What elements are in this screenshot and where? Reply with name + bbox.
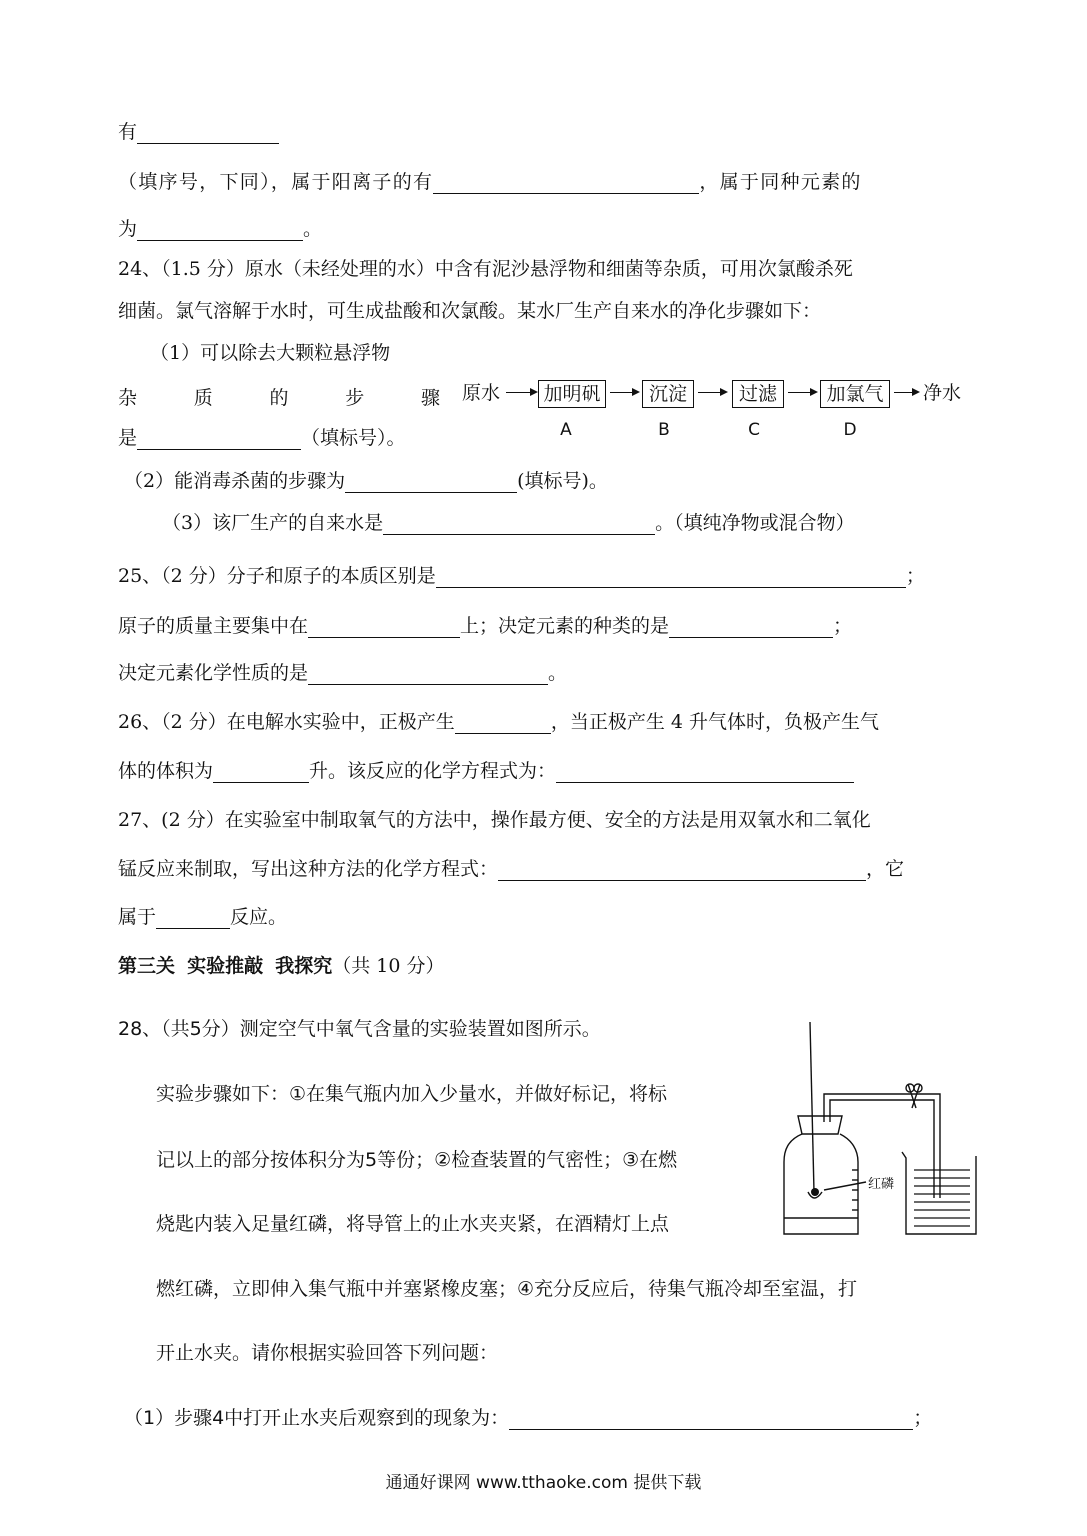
section-3-heading: [118, 954, 445, 978]
answer-blank[interactable]: [213, 762, 309, 783]
text: 26、（2 分）在电解水实验中，正极产生: [118, 711, 455, 733]
section-score: （共 10 分）: [332, 955, 445, 977]
q24-line-7: [162, 511, 855, 535]
arrow-icon: [610, 392, 638, 393]
text: ，当正极产生 4 升气体时，负极产生气: [550, 711, 879, 733]
answer-blank[interactable]: [308, 664, 548, 685]
section-title: 我探究: [275, 955, 333, 977]
text: 。（填纯净物或混合物）: [655, 512, 855, 534]
text: （3）该厂生产的自来水是: [162, 512, 384, 534]
q28-line-5: [156, 1277, 857, 1301]
arrow-icon: [788, 392, 816, 393]
text: 是: [118, 427, 138, 449]
q26-line-2: [118, 759, 854, 783]
flow-label-d: D: [843, 420, 857, 440]
line-2: [118, 170, 862, 194]
answer-blank[interactable]: [509, 1409, 913, 1430]
text: （填序号，下同），属于阳离子的有: [118, 171, 434, 193]
section-title: 实验推敲: [187, 955, 264, 977]
text: 烧匙内装入足量红磷，将导管上的止水夹夹紧，在酒精灯上点: [156, 1213, 670, 1235]
arrow-icon: [894, 392, 918, 393]
text: 为: [118, 218, 138, 240]
text: （1）步骤4中打开止水夹后观察到的现象为：: [124, 1407, 510, 1429]
q25-line-2: [118, 614, 852, 638]
text: 记以上的部分按体积分为5等份；②检查装置的气密性；③在燃: [156, 1149, 678, 1171]
text: 细菌。氯气溶解于水时，可生成盐酸和次氯酸。某水厂生产自来水的净化步骤如下：: [118, 300, 822, 322]
line-1: [118, 120, 279, 144]
text: ，属于同种元素的: [699, 171, 862, 193]
text: ；: [913, 1407, 933, 1429]
answer-blank[interactable]: [137, 429, 301, 450]
char: 杂: [118, 387, 138, 409]
arrow-icon: [698, 392, 726, 393]
flow-step-a: 加明矾: [538, 380, 606, 408]
q24-line-2: [118, 299, 821, 323]
text: （2）能消毒杀菌的步骤为: [124, 470, 346, 492]
q28-line-6: [156, 1341, 498, 1365]
q24-line-6: [124, 469, 608, 493]
text: （1）可以除去大颗粒悬浮物: [150, 342, 391, 364]
red-phosphorus-label: 红磷: [868, 1177, 895, 1192]
q28-line-3: [156, 1148, 677, 1172]
text: ；: [905, 565, 925, 587]
char: 质: [193, 387, 213, 409]
answer-blank[interactable]: [137, 220, 303, 241]
text: 27、(2 分）在实验室中制取氧气的方法中，操作最方便、安全的方法是用双氧水和二氧化: [118, 809, 871, 831]
char: 骤: [420, 387, 440, 409]
section-title: 第三关: [118, 955, 176, 977]
text: (填标号)。: [517, 470, 608, 492]
rubber-stopper: [798, 1116, 842, 1134]
text: （填标号）。: [301, 427, 406, 449]
q27-line-1: [118, 808, 871, 832]
answer-blank[interactable]: [669, 617, 833, 638]
text: 体的体积为: [118, 760, 214, 782]
q28-line-4: [156, 1212, 669, 1236]
answer-blank[interactable]: [383, 514, 655, 535]
line-3: [118, 217, 322, 241]
text: 开止水夹。请你根据实验回答下列问题：: [156, 1342, 499, 1364]
answer-blank[interactable]: [156, 908, 230, 929]
q24-line-5: [118, 426, 406, 450]
answer-blank[interactable]: [455, 713, 551, 734]
q28-line-1: [118, 1017, 601, 1041]
flow-start: 原水: [461, 382, 500, 404]
flow-step-b: 沉淀: [642, 380, 694, 408]
text: 有: [118, 121, 138, 143]
text: 属于: [118, 906, 157, 928]
flow-step-c: 过滤: [732, 380, 784, 408]
answer-blank[interactable]: [308, 617, 460, 638]
flow-end: 净水: [922, 382, 961, 404]
text: ，它: [866, 858, 905, 880]
answer-blank[interactable]: [345, 472, 517, 493]
char: 步: [345, 387, 365, 409]
beaker: [902, 1152, 976, 1234]
gas-bottle: [784, 1134, 858, 1234]
purification-flow-diagram: [460, 378, 970, 438]
text: 上；决定元素的种类的是: [460, 615, 670, 637]
q28-line-7: [124, 1406, 932, 1430]
text: 。: [548, 662, 568, 684]
spoon-rod: [810, 1022, 814, 1192]
oxygen-measurement-apparatus: [780, 1022, 980, 1244]
text: 升。该反应的化学方程式为：: [309, 760, 557, 782]
q24-line-3: [150, 341, 390, 365]
q27-line-2: [118, 857, 904, 881]
flow-step-d: 加氯气: [820, 380, 890, 408]
q24-line-1: [118, 257, 853, 281]
page-footer: 通通好课网 www.tthaoke.com 提供下载: [385, 1473, 702, 1493]
text: 25、（2 分）分子和原子的本质区别是: [118, 565, 436, 587]
answer-blank[interactable]: [436, 567, 906, 588]
answer-blank[interactable]: [433, 173, 699, 194]
answer-blank[interactable]: [137, 123, 279, 144]
flow-label-a: A: [560, 420, 572, 440]
q27-line-3: [118, 905, 287, 929]
arrow-icon: [506, 392, 536, 393]
char: 的: [269, 387, 289, 409]
text: 。: [303, 218, 323, 240]
text: 实验步骤如下：①在集气瓶内加入少量水，并做好标记，将标: [156, 1083, 668, 1105]
answer-blank[interactable]: [556, 762, 854, 783]
text: 燃红磷，立即伸入集气瓶中并塞紧橡皮塞；④充分反应后，待集气瓶冷却至室温，打: [156, 1278, 858, 1300]
text: 24、（1.5 分）原水（未经处理的水）中含有泥沙悬浮物和细菌等杂质，可用次氯酸杀死: [118, 258, 853, 280]
q25-line-1: [118, 564, 925, 588]
q28-line-2: [156, 1082, 667, 1106]
flow-label-b: B: [658, 420, 670, 440]
text: ；: [833, 615, 853, 637]
q25-line-3: [118, 661, 567, 685]
text: 28、（共5分）测定空气中氧气含量的实验装置如图所示。: [118, 1018, 601, 1040]
q26-line-1: [118, 710, 879, 734]
answer-blank[interactable]: [498, 860, 866, 881]
text: 原子的质量主要集中在: [118, 615, 309, 637]
water-clamp-icon: [906, 1084, 922, 1108]
flow-label-c: C: [748, 420, 760, 440]
text: 锰反应来制取，写出这种方法的化学方程式：: [118, 858, 499, 880]
q24-spread-text: [118, 383, 440, 410]
text: 决定元素化学性质的是: [118, 662, 309, 684]
text: 反应。: [230, 906, 288, 928]
